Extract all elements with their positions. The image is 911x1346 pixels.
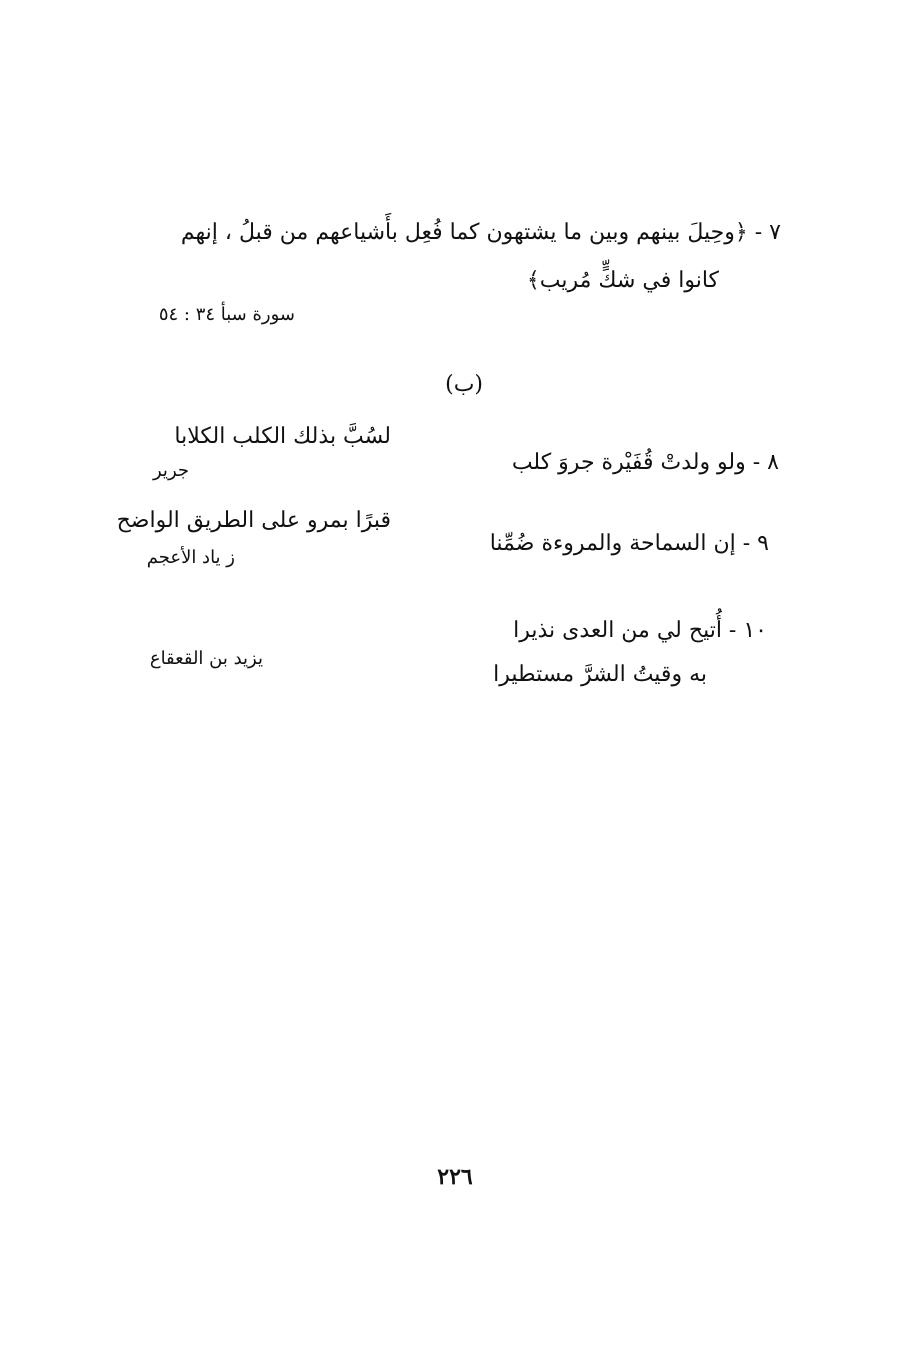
- verse-9-poet: ز ياد الأعجم: [146, 547, 235, 568]
- quran-verse-line-1: ٧ - ﴿وحِيلَ بينهم وبين ما يشتهون كما فُعِل بأَشياعهم من قبلُ ، إنهم: [180, 220, 781, 245]
- verse-8-first-hemistich: ٨ - ولو ولدتْ قُفَيْرة جروَ كلب: [511, 450, 779, 475]
- verse-9-first-hemistich: ٩ - إن السماحة والمروءة ضُمِّنا: [489, 531, 769, 556]
- verse-8-poet: جرير: [153, 460, 189, 481]
- verse-10-line-1: ١٠ - أُتيح لي من العدى نذيرا: [513, 618, 767, 643]
- verse-8-second-hemistich: لسُبَّ بذلك الكلب الكلابا: [174, 424, 391, 449]
- verse-9-second-hemistich: قبرًا بمرو على الطريق الواضح: [116, 508, 391, 533]
- quran-reference: سورة سبأ ٣٤ : ٥٤: [158, 304, 295, 325]
- verse-10-poet: يزيد بن القعقاع: [149, 648, 263, 669]
- quran-verse-line-2: كانوا في شكٍّ مُريب﴾: [526, 268, 719, 293]
- page-number: ٢٢٦: [437, 1164, 473, 1190]
- verse-10-line-2: به وقيتُ الشرَّ مستطيرا: [493, 662, 707, 687]
- section-heading: (ب): [445, 372, 483, 397]
